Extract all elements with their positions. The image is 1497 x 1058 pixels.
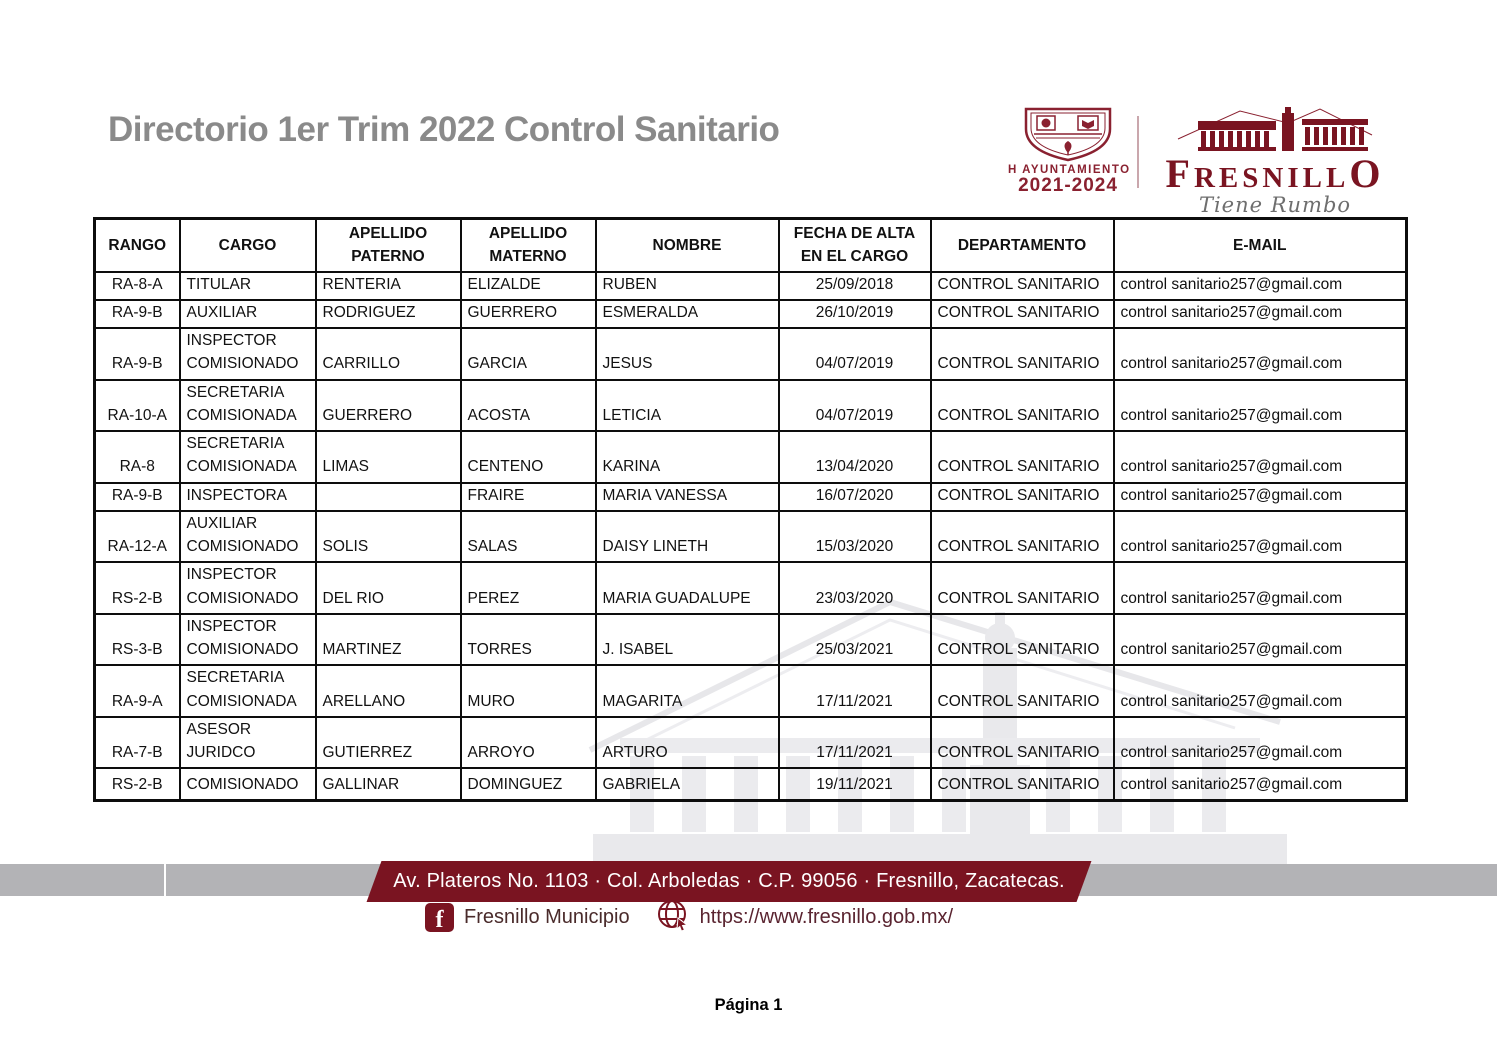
table-row bbox=[95, 483, 1407, 511]
cell-departamento: CONTROL SANITARIO bbox=[931, 272, 1114, 300]
table-row bbox=[95, 380, 1407, 432]
cell-fecha-alta: 17/11/2021 bbox=[779, 665, 931, 717]
colonnade-icon bbox=[1150, 105, 1400, 153]
crest-shield-icon bbox=[1008, 103, 1128, 163]
col-header-apellido-paterno: APELLIDO PATERNO bbox=[316, 219, 461, 272]
page-number: Página 1 bbox=[714, 996, 783, 1014]
facebook-label: Fresnillo Municipio bbox=[464, 905, 630, 928]
cell-departamento: CONTROL SANITARIO bbox=[931, 717, 1114, 769]
cell-cargo: SECRETARIA COMISIONADA bbox=[180, 380, 316, 432]
cell-email: control sanitario257@gmail.com bbox=[1114, 717, 1407, 769]
cell-departamento: CONTROL SANITARIO bbox=[931, 511, 1114, 563]
cell-apellido-materno: ARROYO bbox=[461, 717, 596, 769]
cell-apellido-paterno: GALLINAR bbox=[316, 768, 461, 800]
cell-nombre: MARIA VANESSA bbox=[596, 483, 779, 511]
col-header-nombre: NOMBRE bbox=[596, 219, 779, 272]
cell-cargo: INSPECTOR COMISIONADO bbox=[180, 562, 316, 614]
cell-email: control sanitario257@gmail.com bbox=[1114, 431, 1407, 483]
logo-divider bbox=[1137, 116, 1139, 188]
cell-email: control sanitario257@gmail.com bbox=[1114, 614, 1407, 666]
cell-cargo: SECRETARIA COMISIONADA bbox=[180, 431, 316, 483]
cell-nombre: KARINA bbox=[596, 431, 779, 483]
cell-rango: RA-12-A bbox=[95, 511, 180, 563]
cell-cargo: AUXILIAR COMISIONADO bbox=[180, 511, 316, 563]
cell-departamento: CONTROL SANITARIO bbox=[931, 300, 1114, 328]
cell-cargo: TITULAR bbox=[180, 272, 316, 300]
cell-cargo: INSPECTORA bbox=[180, 483, 316, 511]
cell-apellido-materno: DOMINGUEZ bbox=[461, 768, 596, 800]
col-header-departamento: DEPARTAMENTO bbox=[931, 219, 1114, 272]
city-name-final: O bbox=[1349, 151, 1385, 196]
cell-cargo: INSPECTOR COMISIONADO bbox=[180, 328, 316, 380]
cell-apellido-materno: CENTENO bbox=[461, 431, 596, 483]
cell-apellido-materno: TORRES bbox=[461, 614, 596, 666]
cell-fecha-alta: 17/11/2021 bbox=[779, 717, 931, 769]
cell-apellido-materno: GARCIA bbox=[461, 328, 596, 380]
cell-cargo: ASESOR JURIDCO bbox=[180, 717, 316, 769]
city-name-middle: RESNILL bbox=[1193, 162, 1350, 194]
cell-rango: RA-10-A bbox=[95, 380, 180, 432]
directory-table bbox=[93, 217, 1408, 802]
cell-email: control sanitario257@gmail.com bbox=[1114, 380, 1407, 432]
cell-email: control sanitario257@gmail.com bbox=[1114, 328, 1407, 380]
cell-fecha-alta: 19/11/2021 bbox=[779, 768, 931, 800]
col-header-email: E-MAIL bbox=[1114, 219, 1407, 272]
crest-caption: H AYUNTAMIENTO bbox=[1008, 164, 1131, 176]
cell-nombre: MARIA GUADALUPE bbox=[596, 562, 779, 614]
municipal-crest bbox=[1008, 103, 1131, 196]
city-name-initial: F bbox=[1165, 151, 1194, 196]
footer-address: Av. Plateros No. 1103 · Col. Arboledas · C.P. 99056 · Fresnillo, Zacatecas. bbox=[393, 870, 1065, 892]
table-row bbox=[95, 272, 1407, 300]
facebook-glyph: f bbox=[435, 906, 444, 933]
cell-apellido-materno: PEREZ bbox=[461, 562, 596, 614]
cell-apellido-materno: SALAS bbox=[461, 511, 596, 563]
cell-nombre: LETICIA bbox=[596, 380, 779, 432]
website-url: https://www.fresnillo.gob.mx/ bbox=[699, 905, 954, 928]
cell-departamento: CONTROL SANITARIO bbox=[931, 483, 1114, 511]
cell-nombre: JESUS bbox=[596, 328, 779, 380]
table-row bbox=[95, 511, 1407, 563]
cell-nombre: RUBEN bbox=[596, 272, 779, 300]
cell-apellido-paterno: CARRILLO bbox=[316, 328, 461, 380]
cell-rango: RA-9-A bbox=[95, 665, 180, 717]
col-header-rango: RANGO bbox=[95, 219, 180, 272]
cell-departamento: CONTROL SANITARIO bbox=[931, 328, 1114, 380]
cell-apellido-paterno: RODRIGUEZ bbox=[316, 300, 461, 328]
table-row bbox=[95, 328, 1407, 380]
cell-rango: RA-9-B bbox=[95, 300, 180, 328]
cell-rango: RS-2-B bbox=[95, 768, 180, 800]
cell-cargo: INSPECTOR COMISIONADO bbox=[180, 614, 316, 666]
cell-rango: RA-8-A bbox=[95, 272, 180, 300]
table-row bbox=[95, 562, 1407, 614]
page-title: Directorio 1er Trim 2022 Control Sanitario bbox=[108, 110, 780, 149]
cell-email: control sanitario257@gmail.com bbox=[1114, 272, 1407, 300]
cell-apellido-paterno: LIMAS bbox=[316, 431, 461, 483]
table-row bbox=[95, 614, 1407, 666]
cell-apellido-paterno: DEL RIO bbox=[316, 562, 461, 614]
cell-nombre: DAISY LINETH bbox=[596, 511, 779, 563]
cell-apellido-paterno: ARELLANO bbox=[316, 665, 461, 717]
cell-departamento: CONTROL SANITARIO bbox=[931, 665, 1114, 717]
cell-fecha-alta: 25/03/2021 bbox=[779, 614, 931, 666]
cell-fecha-alta: 04/07/2019 bbox=[779, 380, 931, 432]
cell-apellido-paterno: GUTIERREZ bbox=[316, 717, 461, 769]
cell-departamento: CONTROL SANITARIO bbox=[931, 431, 1114, 483]
table-row bbox=[95, 300, 1407, 328]
col-header-fecha-alta: FECHA DE ALTA EN EL CARGO bbox=[779, 219, 931, 272]
cell-apellido-materno: GUERRERO bbox=[461, 300, 596, 328]
cell-departamento: CONTROL SANITARIO bbox=[931, 768, 1114, 800]
cell-cargo: AUXILIAR bbox=[180, 300, 316, 328]
cell-email: control sanitario257@gmail.com bbox=[1114, 768, 1407, 800]
cell-nombre: J. ISABEL bbox=[596, 614, 779, 666]
table-row bbox=[95, 768, 1407, 800]
cell-fecha-alta: 15/03/2020 bbox=[779, 511, 931, 563]
cell-apellido-paterno: SOLIS bbox=[316, 511, 461, 563]
city-slogan: Tiene Rumbo bbox=[1198, 193, 1352, 217]
cell-fecha-alta: 23/03/2020 bbox=[779, 562, 931, 614]
cell-fecha-alta: 26/10/2019 bbox=[779, 300, 931, 328]
cell-cargo: COMISIONADO bbox=[180, 768, 316, 800]
table-header-row bbox=[95, 219, 1407, 272]
cell-nombre: ARTURO bbox=[596, 717, 779, 769]
city-logo bbox=[1150, 105, 1400, 216]
cell-apellido-paterno: MARTINEZ bbox=[316, 614, 461, 666]
cell-fecha-alta: 16/07/2020 bbox=[779, 483, 931, 511]
cell-departamento: CONTROL SANITARIO bbox=[931, 614, 1114, 666]
city-name bbox=[1150, 151, 1400, 196]
cell-apellido-materno: ACOSTA bbox=[461, 380, 596, 432]
cell-cargo: SECRETARIA COMISIONADA bbox=[180, 665, 316, 717]
cell-email: control sanitario257@gmail.com bbox=[1114, 665, 1407, 717]
cell-email: control sanitario257@gmail.com bbox=[1114, 511, 1407, 563]
table-row bbox=[95, 665, 1407, 717]
cell-rango: RS-2-B bbox=[95, 562, 180, 614]
cell-rango: RA-9-B bbox=[95, 483, 180, 511]
cell-email: control sanitario257@gmail.com bbox=[1114, 300, 1407, 328]
crest-years: 2021-2024 bbox=[1018, 175, 1118, 196]
cell-apellido-materno: ELIZALDE bbox=[461, 272, 596, 300]
cell-rango: RA-7-B bbox=[95, 717, 180, 769]
cell-apellido-paterno: GUERRERO bbox=[316, 380, 461, 432]
cell-email: control sanitario257@gmail.com bbox=[1114, 562, 1407, 614]
cell-fecha-alta: 04/07/2019 bbox=[779, 328, 931, 380]
cell-departamento: CONTROL SANITARIO bbox=[931, 562, 1114, 614]
footer-social-row bbox=[425, 901, 953, 933]
cell-apellido-paterno bbox=[316, 483, 461, 511]
cell-fecha-alta: 25/09/2018 bbox=[779, 272, 931, 300]
col-header-cargo: CARGO bbox=[180, 219, 316, 272]
cell-rango: RS-3-B bbox=[95, 614, 180, 666]
cell-apellido-paterno: RENTERIA bbox=[316, 272, 461, 300]
cell-apellido-materno: MURO bbox=[461, 665, 596, 717]
col-header-apellido-materno: APELLIDO MATERNO bbox=[461, 219, 596, 272]
footer-band-gap bbox=[164, 864, 166, 896]
cell-departamento: CONTROL SANITARIO bbox=[931, 380, 1114, 432]
cell-nombre: MAGARITA bbox=[596, 665, 779, 717]
cell-apellido-materno: FRAIRE bbox=[461, 483, 596, 511]
cell-rango: RA-8 bbox=[95, 431, 180, 483]
cell-fecha-alta: 13/04/2020 bbox=[779, 431, 931, 483]
table-row bbox=[95, 431, 1407, 483]
table-row bbox=[95, 717, 1407, 769]
cell-email: control sanitario257@gmail.com bbox=[1114, 483, 1407, 511]
cell-nombre: GABRIELA bbox=[596, 768, 779, 800]
cell-rango: RA-9-B bbox=[95, 328, 180, 380]
facebook-icon bbox=[425, 903, 454, 932]
globe-icon bbox=[656, 898, 690, 937]
cell-nombre: ESMERALDA bbox=[596, 300, 779, 328]
